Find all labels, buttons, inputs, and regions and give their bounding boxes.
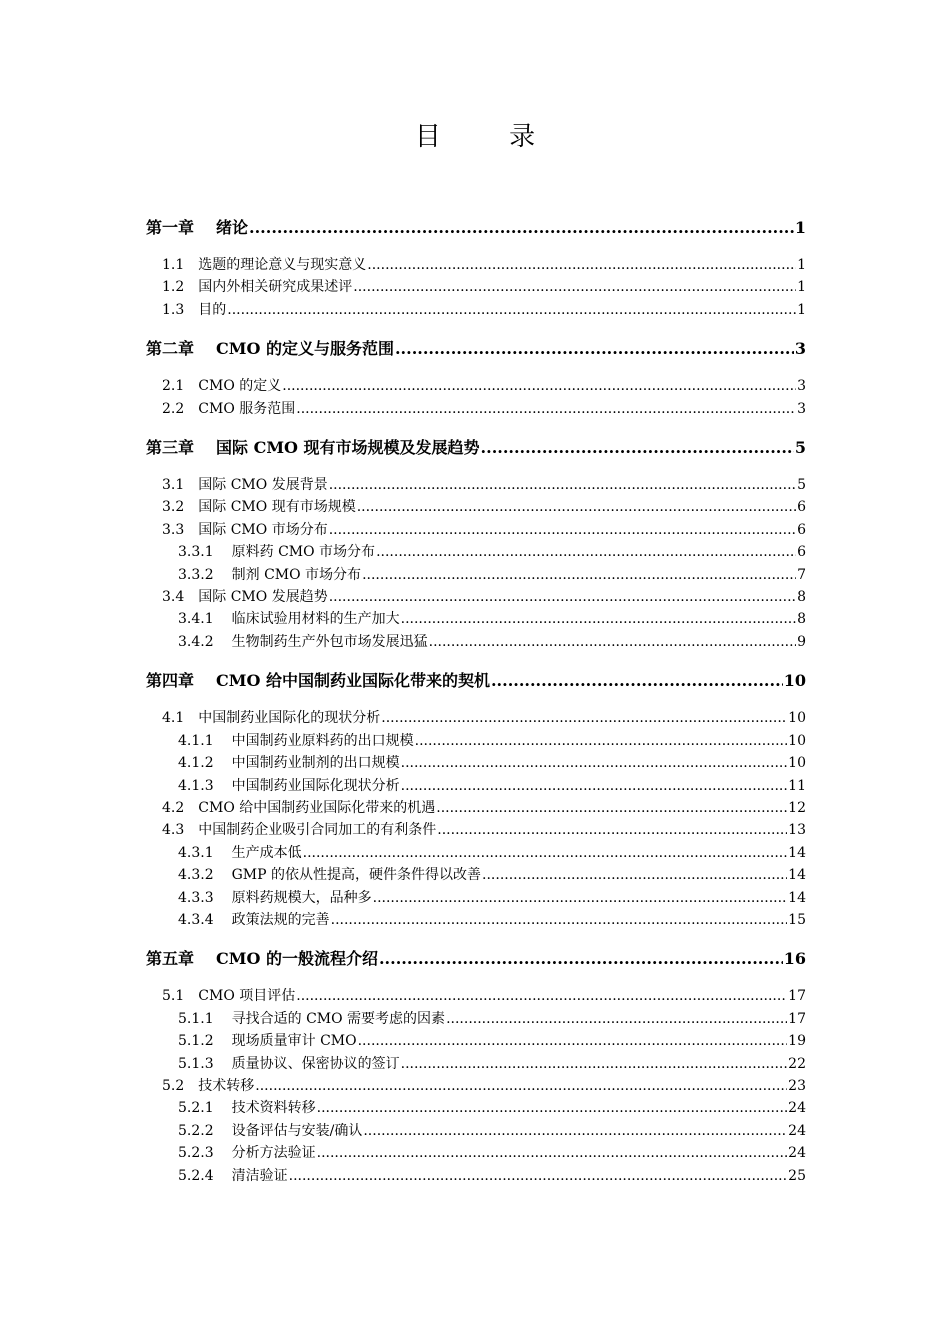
toc-entry-number: 5.1.1 [178,1010,214,1027]
toc-entry-page-number: 11 [788,777,806,794]
toc-sub-entry[interactable] [146,752,806,774]
toc-entry-page-number: 23 [788,1077,806,1094]
dot-leader [491,671,783,691]
toc-section-entry[interactable] [146,276,806,298]
toc-entry-page-number: 10 [783,671,806,691]
toc-entry-page-number: 12 [788,799,806,816]
dot-leader [379,949,783,969]
toc-entry-page-number: 14 [788,867,806,884]
dot-leader [296,398,796,420]
toc-chapter-entry[interactable] [146,339,806,359]
toc-sub-entry[interactable] [146,775,806,797]
toc-entry-title: CMO 给中国制药业国际化带来的机遇 [198,799,436,816]
toc-section-entry[interactable] [146,299,806,321]
toc-entry-number: 5.2.4 [178,1167,214,1184]
toc-entry-title: CMO 的定义与服务范围 [216,339,394,359]
toc-section-entry[interactable] [146,519,806,541]
toc-sub-entry[interactable] [146,842,806,864]
toc-entry-title: CMO 的一般流程介绍 [216,949,378,969]
toc-entry-page-number: 19 [788,1033,806,1050]
toc-entry-number: 3.3.1 [178,544,214,561]
dot-leader [401,752,788,774]
toc-sub-entry[interactable] [146,1097,806,1119]
toc-entry-number: 3.4 [162,589,185,606]
toc-entry-number: 5.1 [162,988,185,1005]
toc-entry-title: 寻找合适的 CMO 需要考虑的因素 [231,1010,446,1027]
toc-entry-number: 3.3 [162,521,185,538]
toc-entry-title: 分析方法验证 [231,1145,316,1162]
toc-entry-number: 4.3 [162,822,185,839]
toc-entry-title: 国际 CMO 市场分布 [198,521,328,538]
toc-entry-number: 第三章 [146,438,195,458]
toc-entry-number: 3.4.1 [178,611,214,628]
dot-leader [296,985,787,1007]
toc-sub-entry[interactable] [146,608,806,630]
dot-leader [317,1142,788,1164]
toc-entry-title: 技术转移 [198,1077,255,1094]
toc-entry-title: 国际 CMO 发展趋势 [198,589,328,606]
toc-entry-number: 3.1 [162,477,185,494]
toc-sub-entry[interactable] [146,1030,806,1052]
toc-entry-page-number: 1 [794,218,806,237]
toc-entry-title: GMP 的依从性提高，硬件条件得以改善 [231,867,482,884]
dot-leader [401,775,788,797]
toc-entry-page-number: 8 [797,611,806,628]
toc-chapter-entry[interactable] [146,218,806,238]
toc-entry-number: 3.4.2 [178,633,214,650]
toc-entry-page-number: 17 [788,1010,806,1027]
toc-section-entry[interactable] [146,586,806,608]
dot-leader [363,1120,787,1142]
toc-entry-number: 5.2.2 [178,1122,214,1139]
toc-entry-number: 第四章 [146,671,195,691]
toc-entry-title: 现场质量审计 CMO [231,1033,357,1050]
toc-entry-page-number: 14 [788,844,806,861]
toc-entry-page-number: 3 [797,378,806,395]
toc-entry-title: CMO 服务范围 [198,400,296,417]
dot-leader [282,375,796,397]
toc-sub-entry[interactable] [146,1053,806,1075]
toc-entry-number: 1.2 [162,279,185,296]
dot-leader [395,339,794,359]
toc-entry-title: 清洁验证 [231,1167,288,1184]
toc-entry-page-number: 13 [788,822,806,839]
dot-leader [376,541,796,563]
page-title: 目 录 [414,122,566,152]
table-of-contents [146,210,806,1187]
toc-entry-page-number: 1 [797,257,806,273]
toc-entry-title: CMO 的定义 [198,378,282,395]
toc-sub-entry[interactable] [146,1165,806,1187]
toc-sub-entry[interactable] [146,887,806,909]
toc-entry-page-number: 24 [788,1100,806,1117]
toc-entry-number: 5.2.3 [178,1145,214,1162]
toc-entry-page-number: 7 [797,566,806,583]
dot-leader [436,797,787,819]
toc-entry-page-number: 5 [797,477,806,494]
toc-entry-page-number: 10 [788,755,806,772]
toc-entry-page-number: 10 [788,732,806,749]
toc-entry-title: 目的 [198,301,227,318]
toc-sub-entry[interactable] [146,631,806,653]
toc-entry-page-number: 1 [797,279,806,296]
toc-section-entry[interactable] [146,1075,806,1097]
toc-entry-title: 质量协议、保密协议的签订 [231,1055,400,1072]
toc-entry-title: 生产成本低 [231,844,302,861]
toc-sub-entry[interactable] [146,1120,806,1142]
toc-entry-page-number: 6 [797,544,806,561]
toc-entry-title: 原料药规模大，品种多 [231,889,372,906]
toc-entry-page-number: 15 [788,911,806,928]
dot-leader [415,730,788,752]
toc-entry-number: 4.3.1 [178,844,214,861]
toc-entry-page-number: 16 [783,949,806,969]
toc-entry-number: 4.1.1 [178,732,214,749]
dot-leader [255,1075,787,1097]
toc-section-entry[interactable] [146,254,806,276]
toc-entry-number: 4.3.4 [178,911,214,928]
toc-entry-number: 3.2 [162,499,185,516]
toc-section-entry[interactable] [146,707,806,729]
toc-entry-number: 5.1.2 [178,1033,214,1050]
toc-entry-title: CMO 给中国制药业国际化带来的契机 [216,671,490,691]
toc-sub-entry[interactable] [146,1142,806,1164]
toc-entry-page-number: 3 [794,339,806,359]
toc-entry-title: 国际 CMO 现有市场规模及发展趋势 [216,438,480,458]
toc-sub-entry[interactable] [146,730,806,752]
dot-leader [357,496,796,518]
toc-sub-entry[interactable] [146,541,806,563]
toc-entry-title: 临床试验用材料的生产加大 [231,611,400,628]
toc-entry-title: 原料药 CMO 市场分布 [231,544,376,561]
toc-sub-entry[interactable] [146,564,806,586]
toc-section-entry[interactable] [146,398,806,420]
toc-entry-number: 第一章 [146,218,195,237]
dot-leader [373,887,788,909]
dot-leader [446,1008,787,1030]
toc-entry-number: 2.2 [162,400,185,417]
dot-leader [367,254,796,276]
dot-leader [331,909,788,931]
toc-entry-title: 绪论 [216,218,249,237]
dot-leader [329,474,796,496]
toc-entry-title: 技术资料转移 [231,1100,316,1117]
dot-leader [227,299,796,321]
toc-section-entry[interactable] [146,819,806,841]
toc-entry-title: 设备评估与安装/确认 [231,1122,363,1139]
toc-entry-page-number: 5 [794,438,806,458]
toc-entry-number: 2.1 [162,378,185,395]
dot-leader [317,1097,788,1119]
dot-leader [362,564,796,586]
toc-entry-number: 4.1.3 [178,777,214,794]
toc-entry-title: 中国制药业原料药的出口规模 [231,732,414,749]
toc-entry-page-number: 9 [797,633,806,650]
dot-leader [353,276,796,298]
toc-entry-number: 4.1 [162,710,185,727]
dot-leader [329,519,796,541]
toc-section-entry[interactable] [146,797,806,819]
toc-entry-title: 国际 CMO 发展背景 [198,477,328,494]
toc-entry-title: 中国制药企业吸引合同加工的有利条件 [198,822,437,839]
toc-section-entry[interactable] [146,375,806,397]
toc-section-entry[interactable] [146,474,806,496]
toc-entry-number: 5.1.3 [178,1055,214,1072]
dot-leader [429,631,796,653]
toc-entry-page-number: 17 [788,988,806,1005]
toc-entry-number: 1.1 [162,257,185,273]
toc-entry-number: 1.3 [162,301,185,318]
toc-entry-page-number: 6 [797,499,806,516]
toc-section-entry[interactable] [146,496,806,518]
dot-leader [249,218,794,238]
dot-leader [358,1030,788,1052]
toc-entry-page-number: 24 [788,1145,806,1162]
toc-entry-title: 中国制药业制剂的出口规模 [231,755,400,772]
toc-entry-title: 生物制药生产外包市场发展迅猛 [231,633,428,650]
toc-entry-title: 国际 CMO 现有市场规模 [198,499,356,516]
dot-leader [437,819,787,841]
toc-entry-page-number: 25 [788,1167,806,1184]
toc-entry-number: 4.3.3 [178,889,214,906]
toc-entry-page-number: 1 [797,301,806,318]
dot-leader [401,1053,788,1075]
toc-entry-page-number: 22 [788,1055,806,1072]
toc-entry-title: 中国制药业国际化现状分析 [231,777,400,794]
toc-entry-number: 第二章 [146,339,195,359]
dot-leader [289,1165,788,1187]
toc-sub-entry[interactable] [146,1008,806,1030]
toc-entry-title: 政策法规的完善 [231,911,330,928]
toc-entry-page-number: 3 [797,400,806,417]
toc-entry-title: 制剂 CMO 市场分布 [231,566,362,583]
toc-entry-page-number: 14 [788,889,806,906]
toc-entry-page-number: 6 [797,521,806,538]
toc-entry-number: 4.2 [162,799,185,816]
dot-leader [381,707,787,729]
toc-chapter-entry[interactable] [146,438,806,458]
toc-section-entry[interactable] [146,985,806,1007]
toc-sub-entry[interactable] [146,909,806,931]
toc-entry-title: 国内外相关研究成果述评 [198,279,353,296]
dot-leader [329,586,796,608]
toc-entry-page-number: 8 [797,589,806,606]
toc-entry-title: 选题的理论意义与现实意义 [198,257,367,273]
toc-entry-title: 中国制药业国际化的现状分析 [198,710,381,727]
dot-leader [303,842,788,864]
dot-leader [482,864,787,886]
toc-entry-number: 5.2 [162,1077,185,1094]
dot-leader [401,608,796,630]
toc-entry-number: 4.3.2 [178,867,214,884]
dot-leader [481,438,794,458]
toc-chapter-entry[interactable] [146,949,806,969]
toc-chapter-entry[interactable] [146,671,806,691]
toc-sub-entry[interactable] [146,864,806,886]
toc-entry-number: 第五章 [146,949,195,969]
toc-entry-page-number: 24 [788,1122,806,1139]
toc-entry-number: 4.1.2 [178,755,214,772]
toc-entry-title: CMO 项目评估 [198,988,296,1005]
toc-entry-number: 5.2.1 [178,1100,214,1117]
toc-entry-number: 3.3.2 [178,566,214,583]
toc-entry-page-number: 10 [788,710,806,727]
